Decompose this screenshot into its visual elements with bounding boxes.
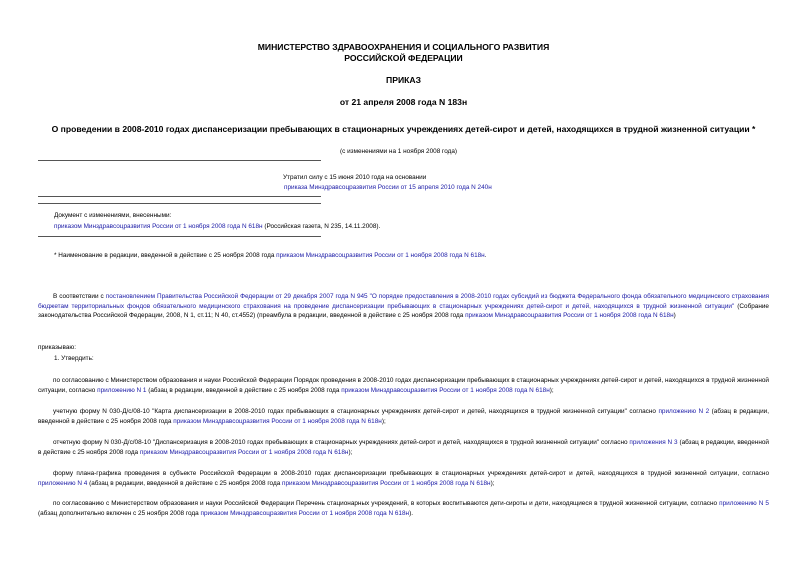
preamble-amendment-link[interactable]: приказом Минздравсоцразвития России от 1 ноября 2008 года N 618н: [465, 312, 674, 320]
item-1: 1. Утвердить:: [54, 355, 94, 362]
clause-text: ).: [409, 509, 413, 517]
clause-1-amendment-link[interactable]: приказом Минздравсоцразвития России от 1 ноября 2008 года N 618н: [341, 386, 550, 394]
clause-text: (абзац в редакции, введенной в действие с 25 ноября 2008 года: [38, 439, 769, 456]
appendix-4-link[interactable]: приложению N 4: [38, 479, 88, 487]
clause-text: (абзац дополнительно включен с 25 ноября 2008 года: [38, 509, 201, 517]
clause-2-amendment-link[interactable]: приказом Минздравсоцразвития России от 1 ноября 2008 года N 618н: [173, 417, 382, 425]
clause-text: (абзац в редакции, введенной в действие с 25 ноября 2008 года: [87, 479, 283, 487]
document-title: О проведении в 2008-2010 годах диспансеризации пребывающих в стационарных учреждениях детей-сирот и детей, находящихся в трудной жизненной ситуации *: [51, 124, 756, 134]
clause-text: по согласованию с Министерством образования и науки Российской Федерации Перечень стационарных учреждений, в которых воспитываются дети-сироты и дети, находящиеся в трудной жизненной ситуации, согласно: [53, 500, 720, 507]
clause-2: [38, 407, 769, 426]
divider: [38, 196, 321, 197]
clause-3: [38, 438, 769, 457]
void-notice-link[interactable]: приказа Минздравсоцразвития России от 15 апреля 2010 года N 240н: [284, 184, 492, 191]
clause-1: [38, 376, 769, 395]
footnote-prefix: * Наименование в редакции, введенной в действие с 25 ноября 2008 года: [54, 252, 277, 259]
clause-text: );: [381, 417, 386, 425]
clause-3-amendment-link[interactable]: приказом Минздравсоцразвития России от 1 ноября 2008 года N 618н: [139, 448, 349, 456]
divider: [38, 203, 321, 204]
amendment-note: (с изменениями на 1 ноября 2008 года): [340, 148, 458, 155]
footnote-suffix: .: [484, 252, 487, 259]
ministry-line-2: РОССИЙСКОЙ ФЕДЕРАЦИИ: [344, 53, 463, 63]
clause-text: отчетную форму N 030-Д/с/08-10 "Диспансеризация в 2008-2010 годах пребывающих в стационарных учреждениях детей-сирот и детей, находящихся в трудной жизненной ситуации" согласно: [53, 439, 630, 446]
appendix-1-link[interactable]: приложению N 1: [97, 386, 147, 394]
preamble-text-2: (Собрание законодательства Российской Федерации, 2008, N 1, ст.11; N 40, ст.4552) (преамбула в редакции, введенной в действие с 25 ноября 2008 года: [38, 302, 769, 320]
clause-text: по согласованию с Министерством образования и науки Российской Федерации Порядок проведения в 2008-2010 годах диспансеризации пребывающих в стационарных учреждениях детей-сирот и детей, находящихся в трудной жизненной ситуации, согласно: [38, 377, 769, 394]
preamble-paragraph: [38, 292, 769, 321]
clause-text: );: [549, 386, 554, 394]
changes-doc-label: Документ с изменениями, внесенными:: [54, 212, 172, 219]
changes-doc-suffix: (Российская газета, N 235, 14.11.2008).: [262, 223, 381, 230]
clause-4-amendment-link[interactable]: приказом Минздравсоцразвития России от 1 ноября 2008 года N 618н: [282, 479, 491, 487]
clause-4: [38, 469, 769, 488]
clause-text: );: [490, 479, 495, 487]
changes-doc-line: [54, 222, 380, 231]
footnote: [54, 251, 487, 260]
clause-text: учетную форму N 030-Д/с/08-10 "Карта диспансеризации в 2008-2010 годах пребывающих в стационарных учреждениях детей-сирот и детей, находящихся в трудной жизненной ситуации" согласно: [53, 408, 659, 415]
clause-text: (абзац в редакции, введенной в действие с 25 ноября 2008 года: [38, 408, 769, 425]
appendix-2-link[interactable]: приложению N 2: [658, 408, 710, 415]
divider: [38, 160, 321, 161]
appendix-5-link[interactable]: приложению N 5: [719, 500, 769, 507]
document-date: от 21 апреля 2008 года N 183н: [339, 97, 468, 107]
preamble-text-3: ): [673, 312, 676, 320]
footnote-link[interactable]: приказом Минздравсоцразвития России от 1 ноября 2008 года N 618н: [276, 252, 485, 259]
appendix-3-link[interactable]: приложения N 3: [629, 439, 678, 446]
clause-text: );: [348, 448, 353, 456]
divider: [38, 236, 321, 237]
void-notice-text: Утратил силу с 15 июня 2010 года на основании: [283, 174, 427, 181]
government-decree-link[interactable]: постановлением Правительства Российской Федерации от 29 декабря 2007 года N 945 "О порядке предоставления в 2008-2010 годах субсидий из бюджета Федерального фонда обязательного медицинского страхования бюджетам территориальных фондов обязательного медицинского страхования на проведение диспансеризации пребывающих в стационарных учреждениях детей-сирот и детей, находящихся в трудной жизненной ситуации": [38, 293, 770, 310]
clause-text: форму плана-графика проведения в субъекте Российской Федерации в 2008-2010 годах диспансеризации пребывающих в стационарных учреждениях детей-сирот и детей, находящихся в трудной жизненной ситуации, согласно: [53, 470, 769, 477]
preamble-text-1: В соответствии с: [53, 293, 106, 300]
order-word: приказываю:: [38, 344, 76, 351]
changes-doc-link[interactable]: приказом Минздравсоцразвития России от 1 ноября 2008 года N 618н: [54, 223, 263, 230]
document-type: ПРИКАЗ: [386, 75, 421, 85]
ministry-line-1: МИНИСТЕРСТВО ЗДРАВООХРАНЕНИЯ И СОЦИАЛЬНОГО РАЗВИТИЯ: [257, 42, 550, 52]
clause-5-amendment-link[interactable]: приказом Минздравсоцразвития России от 1 ноября 2008 года N 618н: [200, 509, 410, 517]
clause-text: (абзац в редакции, введенной в действие с 25 ноября 2008 года: [146, 386, 342, 394]
clause-5: [38, 499, 769, 518]
